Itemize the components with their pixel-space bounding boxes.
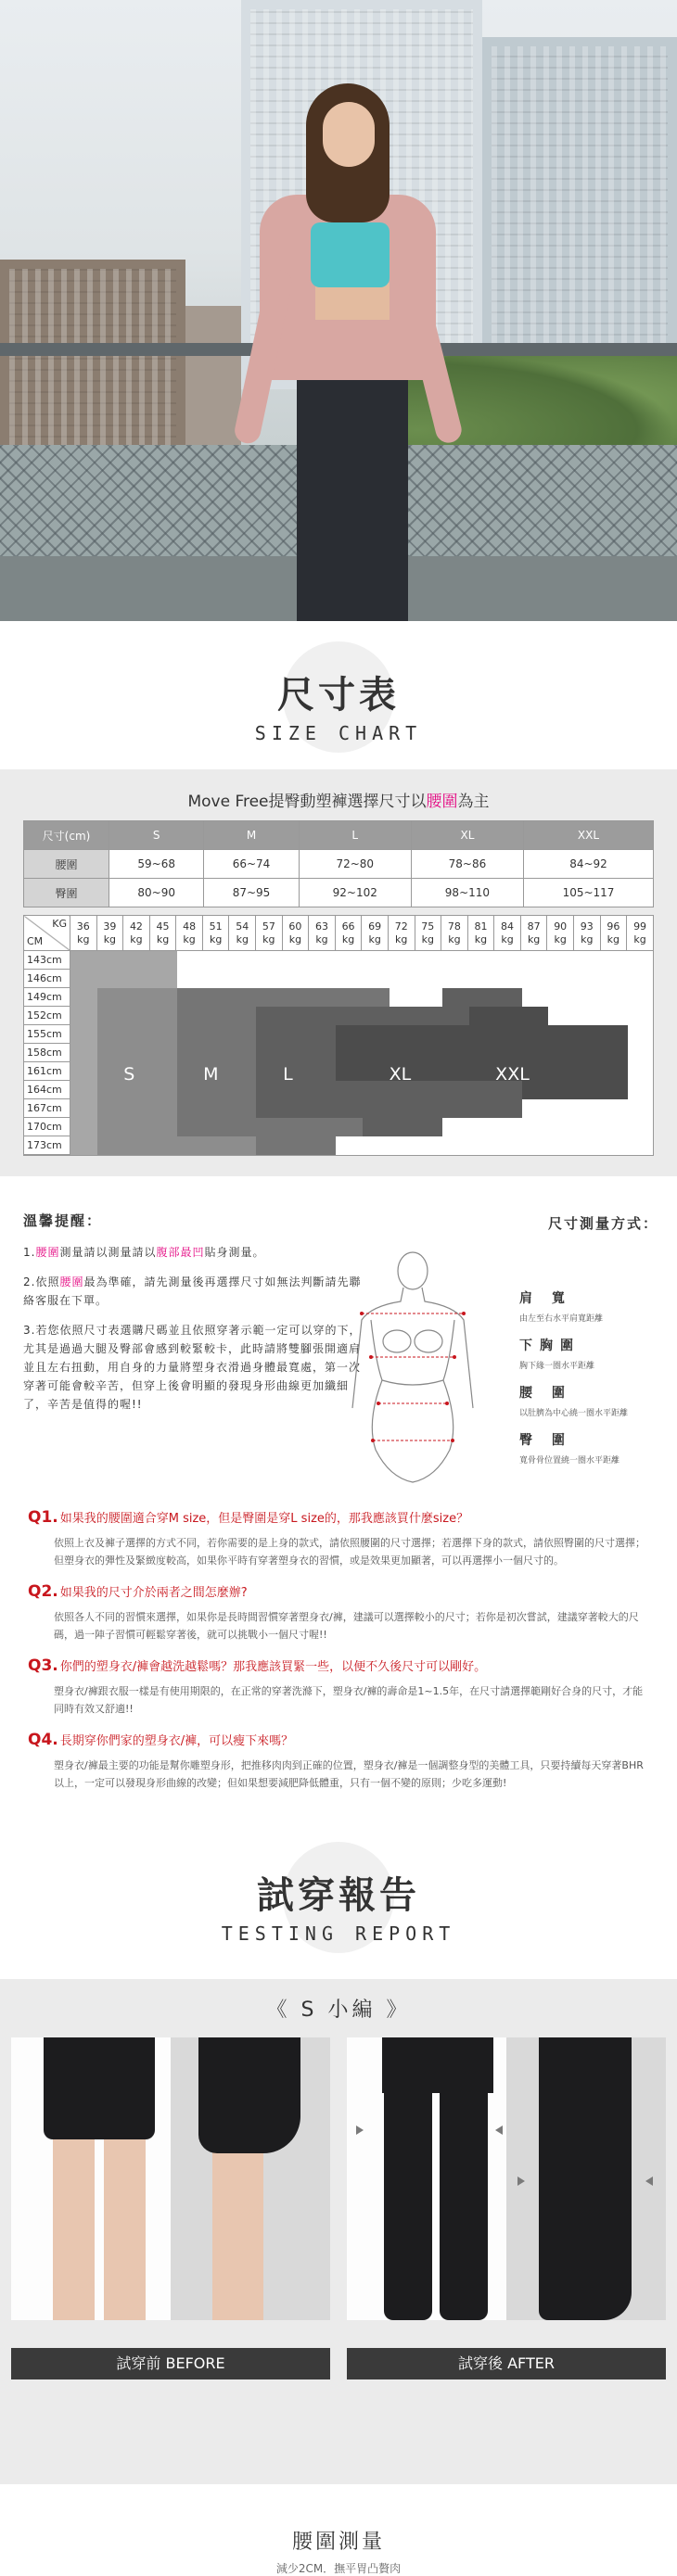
faq-question: Q2. 如果我的尺寸介於兩者之間怎麼辦? <box>28 1582 248 1601</box>
table-cell: 80~90 <box>109 879 204 907</box>
size-band <box>336 1025 628 1081</box>
report-title <box>0 1821 677 1979</box>
size-table <box>23 820 654 907</box>
section-title-zh: 尺寸表 <box>277 674 400 717</box>
heading-highlight: 腰圍 <box>426 793 458 811</box>
tips-title: 溫馨提醒： <box>23 1212 103 1229</box>
height-label: 143cm <box>24 951 70 970</box>
faq-question: Q3. 你們的塑身衣/褲會越洗越鬆嗎？那我應該買緊一些，以便不久後尺寸可以剛好。 <box>28 1656 487 1675</box>
header-cell: 尺寸(cm) <box>24 821 109 850</box>
table-cell: 72~80 <box>299 850 411 879</box>
measure-item: 腰 圍 以肚臍為中心繞一圈水平距離 <box>519 1386 629 1418</box>
kg-cell: 96 kg <box>600 916 627 951</box>
measure-item: 下胸圍 胸下緣一圈水平距離 <box>519 1339 595 1371</box>
table-cell: 92~102 <box>299 879 411 907</box>
waist-subtitle: 減少2CM．撫平胃凸贅肉 <box>275 2562 402 2575</box>
kg-cell: 42 kg <box>123 916 150 951</box>
size-chart <box>0 769 677 1176</box>
kg-cell: 63 kg <box>309 916 336 951</box>
size-band-label: XXL <box>495 1064 530 1085</box>
header-cell: L <box>299 821 411 850</box>
kg-cell: 60 kg <box>282 916 309 951</box>
measure-guide <box>519 1213 658 1478</box>
height-label: 152cm <box>24 1007 70 1025</box>
after-caption: 試穿後 AFTER <box>347 2348 666 2379</box>
header-cell: M <box>204 821 299 850</box>
height-label: 149cm <box>24 988 70 1007</box>
section-title-en: SIZE CHART <box>254 722 423 744</box>
tip-item: 1.腰圍測量請以測量請以腹部最凹貼身測量。 <box>23 1246 265 1259</box>
kg-cell: 75 kg <box>415 916 441 951</box>
faq-question: Q1. 如果我的腰圍適合穿M size，但是臀圍是穿L size的，那我應該買什麼size？ <box>28 1508 469 1527</box>
faq-section <box>0 1482 677 1801</box>
height-label: 161cm <box>24 1062 70 1081</box>
faq-answer: 依照上衣及褲子選擇的方式不同，若你需要的是上身的款式，請依照腰圍的尺寸選擇；若選擇下身的款式，請依照臀圍的尺寸選擇；但塑身衣的彈性及緊緻度較高，如果你平時有穿著塑身衣的習慣，或是效果更加顯著，可以再選擇小一個尺寸的。 <box>54 1537 645 1567</box>
hero-photo <box>0 0 677 621</box>
kg-cell: 39 kg <box>96 916 123 951</box>
height-label: 158cm <box>24 1044 70 1062</box>
kg-cell: 72 kg <box>388 916 415 951</box>
table-cell: 59~68 <box>109 850 204 879</box>
size-band <box>469 1007 549 1025</box>
kg-cell: 87 kg <box>520 916 547 951</box>
table-cell: 87~95 <box>204 879 299 907</box>
kg-cell: 99 kg <box>627 916 654 951</box>
faq-question: Q4. 長期穿你們家的塑身衣/褲，可以瘦下來嗎？ <box>28 1731 294 1749</box>
table-cell: 105~117 <box>524 879 654 907</box>
corner-cell <box>24 916 70 951</box>
kg-cell: 84 kg <box>494 916 521 951</box>
kg-cell: 93 kg <box>573 916 600 951</box>
kg-cell: 57 kg <box>256 916 283 951</box>
kg-cell: 36 kg <box>70 916 97 951</box>
kg-cell: 78 kg <box>441 916 468 951</box>
body-figure-icon <box>334 1250 492 1501</box>
arrow-icon <box>356 2126 364 2135</box>
table-cell: 78~86 <box>411 850 523 879</box>
faq-answer: 塑身衣/褲跟衣服一樣是有使用期限的，在正常的穿著洗滌下，塑身衣/褲的壽命是1~1.5年，在尺寸請選擇範剛好合身的尺寸，才能同時有效又舒適!! <box>54 1685 644 1715</box>
waist-title: 腰圍測量 <box>291 2531 385 2554</box>
heading-text: 為主 <box>457 793 490 811</box>
kg-cell: 81 kg <box>467 916 494 951</box>
section-title-en: TESTING REPORT <box>221 1922 456 1945</box>
table-cell: 98~110 <box>411 879 523 907</box>
size-band-label: S <box>123 1064 135 1085</box>
measure-item: 肩 寬 由左至右水平肩寬距離 <box>519 1291 604 1324</box>
notes-section <box>0 1176 677 1482</box>
height-label: 146cm <box>24 970 70 988</box>
size-band <box>256 1136 336 1155</box>
size-band-label: L <box>283 1064 293 1085</box>
size-band-label: XL <box>389 1064 412 1085</box>
row-label: 腰圍 <box>24 850 109 879</box>
kg-cell: 54 kg <box>229 916 256 951</box>
kg-label: KG <box>52 918 67 930</box>
tips <box>23 1212 366 1473</box>
height-label: 164cm <box>24 1081 70 1099</box>
building <box>482 37 677 389</box>
chart-heading <box>23 788 654 811</box>
kg-cell: 69 kg <box>362 916 389 951</box>
kg-cell: 51 kg <box>202 916 229 951</box>
size-band-grid <box>23 951 654 1156</box>
header-cell: S <box>109 821 204 850</box>
table-cell: 84~92 <box>524 850 654 879</box>
report-section <box>0 1979 677 2484</box>
size-band <box>522 1081 629 1099</box>
model-figure <box>250 83 445 621</box>
kg-cell: 45 kg <box>149 916 176 951</box>
size-chart-title <box>0 621 677 769</box>
height-label: 155cm <box>24 1025 70 1044</box>
arrow-icon <box>645 2176 653 2186</box>
kg-cell: 48 kg <box>176 916 203 951</box>
before-caption: 試穿前 BEFORE <box>11 2348 330 2379</box>
measure-item: 臀 圍 寬骨骨位置繞一圈水平距離 <box>519 1433 620 1466</box>
size-band-label: M <box>203 1064 219 1085</box>
weight-height-table <box>23 915 654 951</box>
height-label: 167cm <box>24 1099 70 1118</box>
faq-answer: 塑身衣/褲最主要的功能是幫你雕塑身形，把推移肉肉到正確的位置，塑身衣/褲是一個調整身型的美體工具，只要持續每天穿著BHR以上，一定可以發現身形曲線的改變；但如果想要減肥降低體重，只有一個不變的原則；少吃多運動! <box>54 1759 644 1789</box>
measure-title: 尺寸測量方式： <box>547 1215 658 1232</box>
waist-section <box>0 2484 677 2576</box>
cm-label: CM <box>27 935 44 947</box>
header-cell: XL <box>411 821 523 850</box>
size-band <box>363 1099 442 1136</box>
height-label: 170cm <box>24 1118 70 1136</box>
kg-cell: 90 kg <box>547 916 574 951</box>
tip-item: 2.依照腰圍最為準確，請先測量後再選擇尺寸如無法判斷請先聯絡客服在下單。 <box>23 1275 362 1307</box>
row-label: 臀圍 <box>24 879 109 907</box>
table-cell: 66~74 <box>204 850 299 879</box>
size-band <box>70 951 123 970</box>
after-photo <box>347 2037 666 2320</box>
heading-text: Move Free提臀動塑褲選擇尺寸以 <box>187 793 427 811</box>
header-cell: XXL <box>524 821 654 850</box>
report-subtitle: 《 S 小編 》 <box>266 1999 411 2022</box>
height-label: 173cm <box>24 1136 70 1155</box>
arrow-icon <box>495 2126 503 2135</box>
faq-answer: 依照各人不同的習慣來選擇，如果你是長時間習慣穿著塑身衣/褲，建議可以選擇較小的尺寸；若你是初次嘗試，建議穿著較大的尺碼，過一陣子習慣可輕鬆穿著後，就可以挑戰小一個尺寸喔!! <box>54 1611 639 1641</box>
tip-item: 3.若您依照尺寸表選購尺碼並且依照穿著示範一定可以穿的下，尤其是過過大腿及臀部會感到較緊較卡，此時請將雙腳張開適肩並且左右扭動，用自身的力量將塑身衣滑過身體最寬處，第一次穿著可能會較辛苦，但穿上後會明顯的發現身形曲線更加纖細了，辛苦是值得的喔!! <box>23 1324 362 1411</box>
before-photo <box>11 2037 330 2320</box>
section-title-zh: 試穿報告 <box>257 1874 420 1917</box>
arrow-icon <box>517 2176 525 2186</box>
kg-cell: 66 kg <box>335 916 362 951</box>
